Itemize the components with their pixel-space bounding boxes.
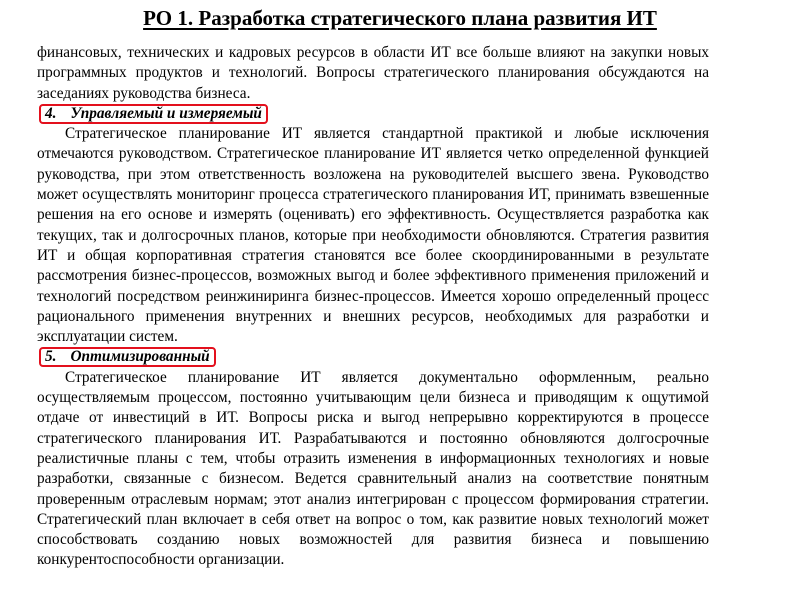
intro-paragraph: финансовых, технических и кадровых ресурсов в области ИТ все больше влияют на закупки новых программных продуктов и технологий. Вопросы стратегического планирования обсуждаются на заседаниях руководства бизнеса. xyxy=(37,44,709,102)
section-5-paragraph: Стратегическое планирование ИТ является документально оформленным, реально осуществляемым процессом, постоянно учитывающим цели бизнеса и приводящим к ощутимой отдаче от инвестиций в ИТ. Вопросы риска и выгод непрерывно корректируются в процессе стратегического планирования ИТ. Разрабатываются и постоянно обновляются долгосрочные реалистичные планы с тем, чтобы отразить изменения в информационных технологиях и новые разработки, связанные с бизнесом. Ведется сравнительный анализ на соответствие понятным проверенным отраслевым нормам; этот анализ интегрирован с процессом формирования стратегии. Стратегический план включает в себя ответ на вопрос о том, как развитие новых технологий может способствовать созданию новых возможностей для развития бизнеса и повышению конкурентоспособности организации. xyxy=(37,368,709,569)
section-4-number: 4. xyxy=(45,104,57,122)
section-5-heading xyxy=(37,347,709,367)
document-body xyxy=(37,43,709,571)
section-5-number: 5. xyxy=(45,348,57,366)
section-5-highlight-box xyxy=(39,347,216,367)
section-4-title: Управляемый и измеряемый xyxy=(70,104,262,122)
section-5-title: Оптимизированный xyxy=(70,348,210,366)
section-4-heading xyxy=(37,104,709,124)
page-title-text: РО 1. Разработка стратегического плана развития ИТ xyxy=(143,6,657,30)
section-4-paragraph: Стратегическое планирование ИТ является стандартной практикой и любые исключения отмечаются руководством. Стратегическое планирование ИТ является четко определенной функцией руководства, при этом ответственность возложена на руководителей высшего звена. Руководство может осуществлять мониторинг процесса стратегического планирования ИТ, принимать взвешенные решения на его основе и измерять (оценивать) его эффективность. Осуществляется разработка как текущих, так и долгосрочных планов, которые при необходимости обновляются. Стратегия развития ИТ и общая корпоративная стратегия становятся все более скоординированными в результате рассмотрения бизнес-процессов, возможных выгод и более эффективного применения приложений и технологий посредством реинжиниринга бизнес-процессов. Имеется хорошо определенный процесс рационального применения внутренних и внешних ресурсов, необходимых для разработки и эксплуатации систем. xyxy=(37,125,709,346)
page-title xyxy=(0,6,800,30)
section-4-highlight-box xyxy=(39,104,268,124)
